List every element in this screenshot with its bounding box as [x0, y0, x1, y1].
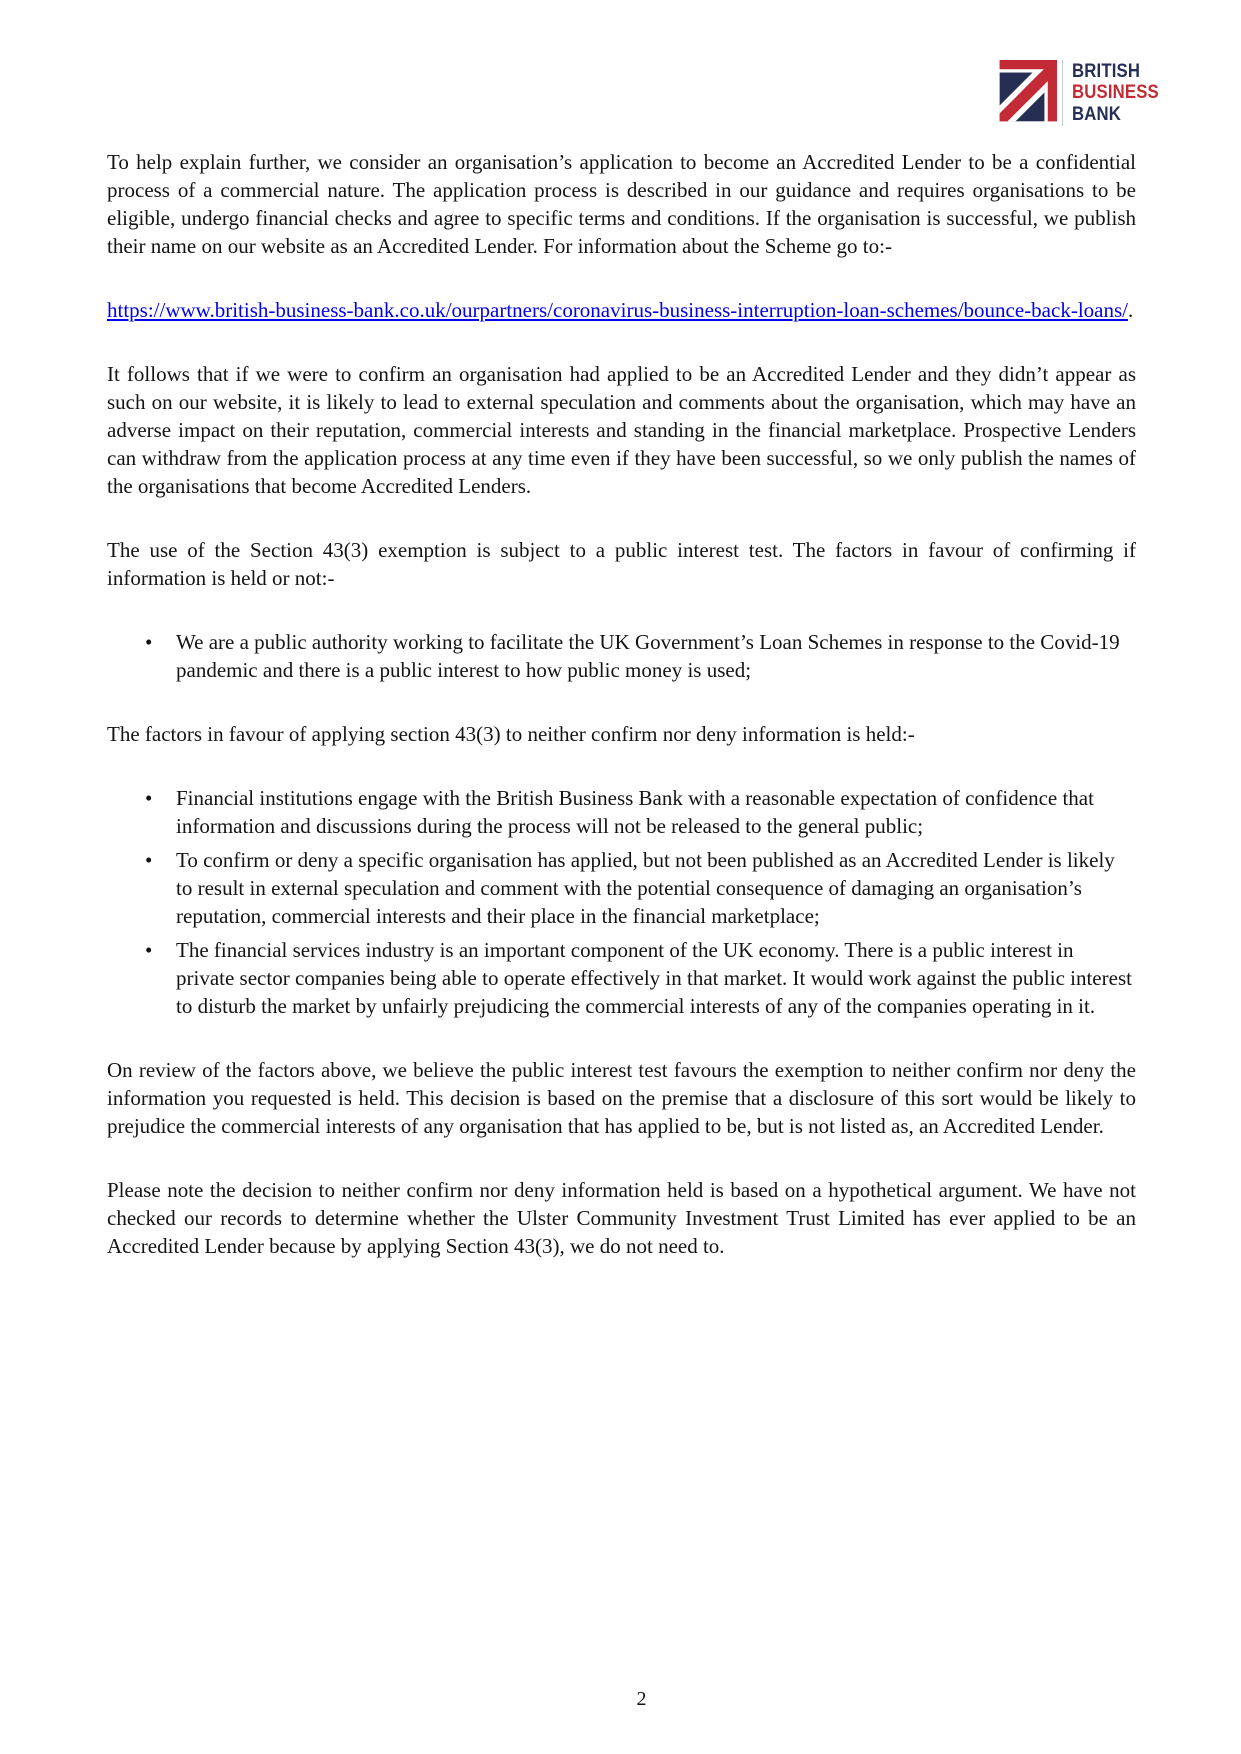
logo-word-british: BRITISH	[1072, 60, 1141, 82]
bullet-text: We are a public authority working to facilitate the UK Government’s Loan Schemes in response to the Covid-19 pandemic and there is a public interest to how public money is used;	[176, 630, 1120, 682]
intro-paragraph: To help explain further, we consider an organisation’s application to become an Accredited Lender to be a confidential process of a commercial nature. The application process is described in our guidance and requires organisations to be eligible, undergo financial checks and agree to specific terms and conditions. If the organisation is successful, we publish their name on our website as an Accredited Lender. For information about the Scheme go to:-	[107, 150, 1136, 258]
scheme-url-link[interactable]: https://www.british-business-bank.co.uk/ourpartners/coronavirus-business-interruption-loan-schemes/bounce-back-loans/	[107, 298, 1128, 322]
scheme-link-paragraph	[107, 296, 1136, 324]
hypothetical-argument-paragraph: Please note the decision to neither confirm nor deny information held is based on a hypothetical argument. We have not checked our records to determine whether the Ulster Community Investment Trust Limited has ever applied to be an Accredited Lender because by applying Section 43(3), we do not need to.	[107, 1178, 1136, 1258]
bullet-icon: •	[145, 938, 153, 962]
ncnd-factors-paragraph: The factors in favour of applying section 43(3) to neither confirm nor deny information is held:-	[107, 722, 915, 746]
bullet-text: To confirm or deny a specific organisation has applied, but not been published as an Accredited Lender is likely to result in external speculation and comment with the potential consequence of damaging an organisation’s reputation, commercial interests and their place in the financial marketplace;	[176, 848, 1115, 928]
bullet-icon: •	[145, 786, 153, 810]
letter-body	[107, 148, 1136, 1296]
list-item	[107, 784, 1136, 840]
list-item	[107, 846, 1136, 930]
page-number: 2	[636, 1688, 647, 1710]
logo-wordmark	[1072, 61, 1159, 126]
confirmation-consequences-paragraph: It follows that if we were to confirm an organisation had applied to be an Accredited Lender and they didn’t appear as such on our website, it is likely to lead to external speculation and comments about the organisation, which may have an adverse impact on their reputation, commercial interests and standing in the financial marketplace. Prospective Lenders can withdraw from the application process at any time even if they have been successful, so we only publish the names of the organisations that become Accredited Lenders.	[107, 362, 1136, 498]
logo-word-business: BUSINESS	[1072, 82, 1159, 104]
list-item	[107, 628, 1136, 684]
decision-paragraph: On review of the factors above, we believe the public interest test favours the exemption to neither confirm nor deny the information you requested is held. This decision is based on the premise that a disclosure of this sort would be likely to prejudice the commercial interests of any organisation that has applied to be, but is not listed as, an Accredited Lender.	[107, 1058, 1136, 1138]
public-interest-test-paragraph: The use of the Section 43(3) exemption is subject to a public interest test. The factors in favour of confirming if information is held or not:-	[107, 538, 1136, 590]
logo-divider	[1062, 60, 1063, 126]
bullet-text: Financial institutions engage with the British Business Bank with a reasonable expectation of confidence that information and discussions during the process will not be released to the general public;	[176, 786, 1094, 838]
bullet-text: The financial services industry is an important component of the UK economy. There is a public interest in private sector companies being able to operate effectively in that market. It would work against the public interest to disturb the market by unfairly prejudicing the commercial interests of any of the companies operating in it.	[176, 938, 1132, 1018]
confirm-factors-bullet-list	[107, 628, 1136, 684]
bbb-arrow-logo-icon	[991, 60, 1057, 126]
ncnd-factors-bullet-list	[107, 784, 1136, 1020]
list-item	[107, 936, 1136, 1020]
bullet-icon: •	[145, 630, 153, 654]
page-footer	[107, 1688, 1136, 1711]
link-suffix-period: .	[1127, 298, 1134, 322]
british-business-bank-logo	[991, 60, 1171, 126]
logo-word-bank: BANK	[1072, 103, 1122, 125]
bullet-icon: •	[145, 848, 153, 872]
